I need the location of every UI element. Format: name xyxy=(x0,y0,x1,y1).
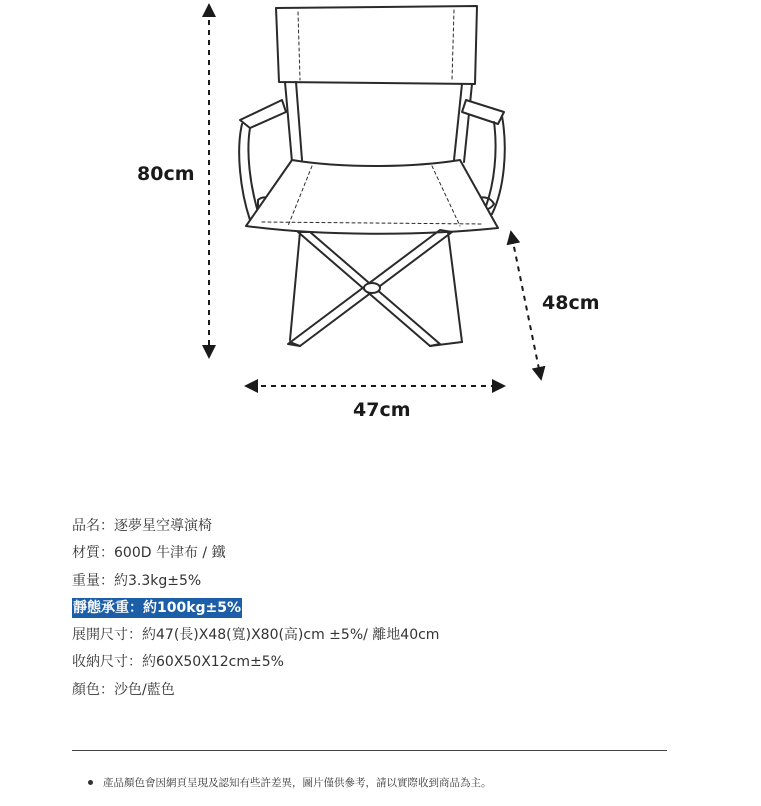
spec-folded-size: 收納尺寸：約60X50X12cm±5% xyxy=(72,654,284,671)
spec-name: 品名：逐夢星空導演椅 xyxy=(72,518,212,534)
disclaimer-text: 產品顏色會因網頁呈現及認知有些許差異，圖片僅供參考，請以實際收到商品為主。 xyxy=(103,777,492,789)
disclaimer-note xyxy=(88,775,492,790)
chair-illustration xyxy=(239,6,505,346)
height-label: 80cm xyxy=(137,163,195,185)
spec-static-load xyxy=(72,596,439,623)
spec-list xyxy=(72,514,439,705)
width-label: 47cm xyxy=(353,399,411,421)
spec-open-size: 展開尺寸：約47(長)X48(寬)X80(高)cm ±5%/ 離地40cm xyxy=(72,627,440,644)
depth-dimension-line xyxy=(512,237,540,374)
divider xyxy=(72,750,667,751)
bullet-icon xyxy=(88,780,93,785)
spec-weight: 重量：約3.3kg±5% xyxy=(72,572,202,589)
spec-material: 材質：600D 牛津布 / 鐵 xyxy=(72,545,226,562)
spec-static-load-text: 靜態承重：約100kg±5% xyxy=(73,599,242,616)
spec-colors: 顏色：沙色/藍色 xyxy=(72,681,175,698)
depth-label: 48cm xyxy=(542,292,600,314)
